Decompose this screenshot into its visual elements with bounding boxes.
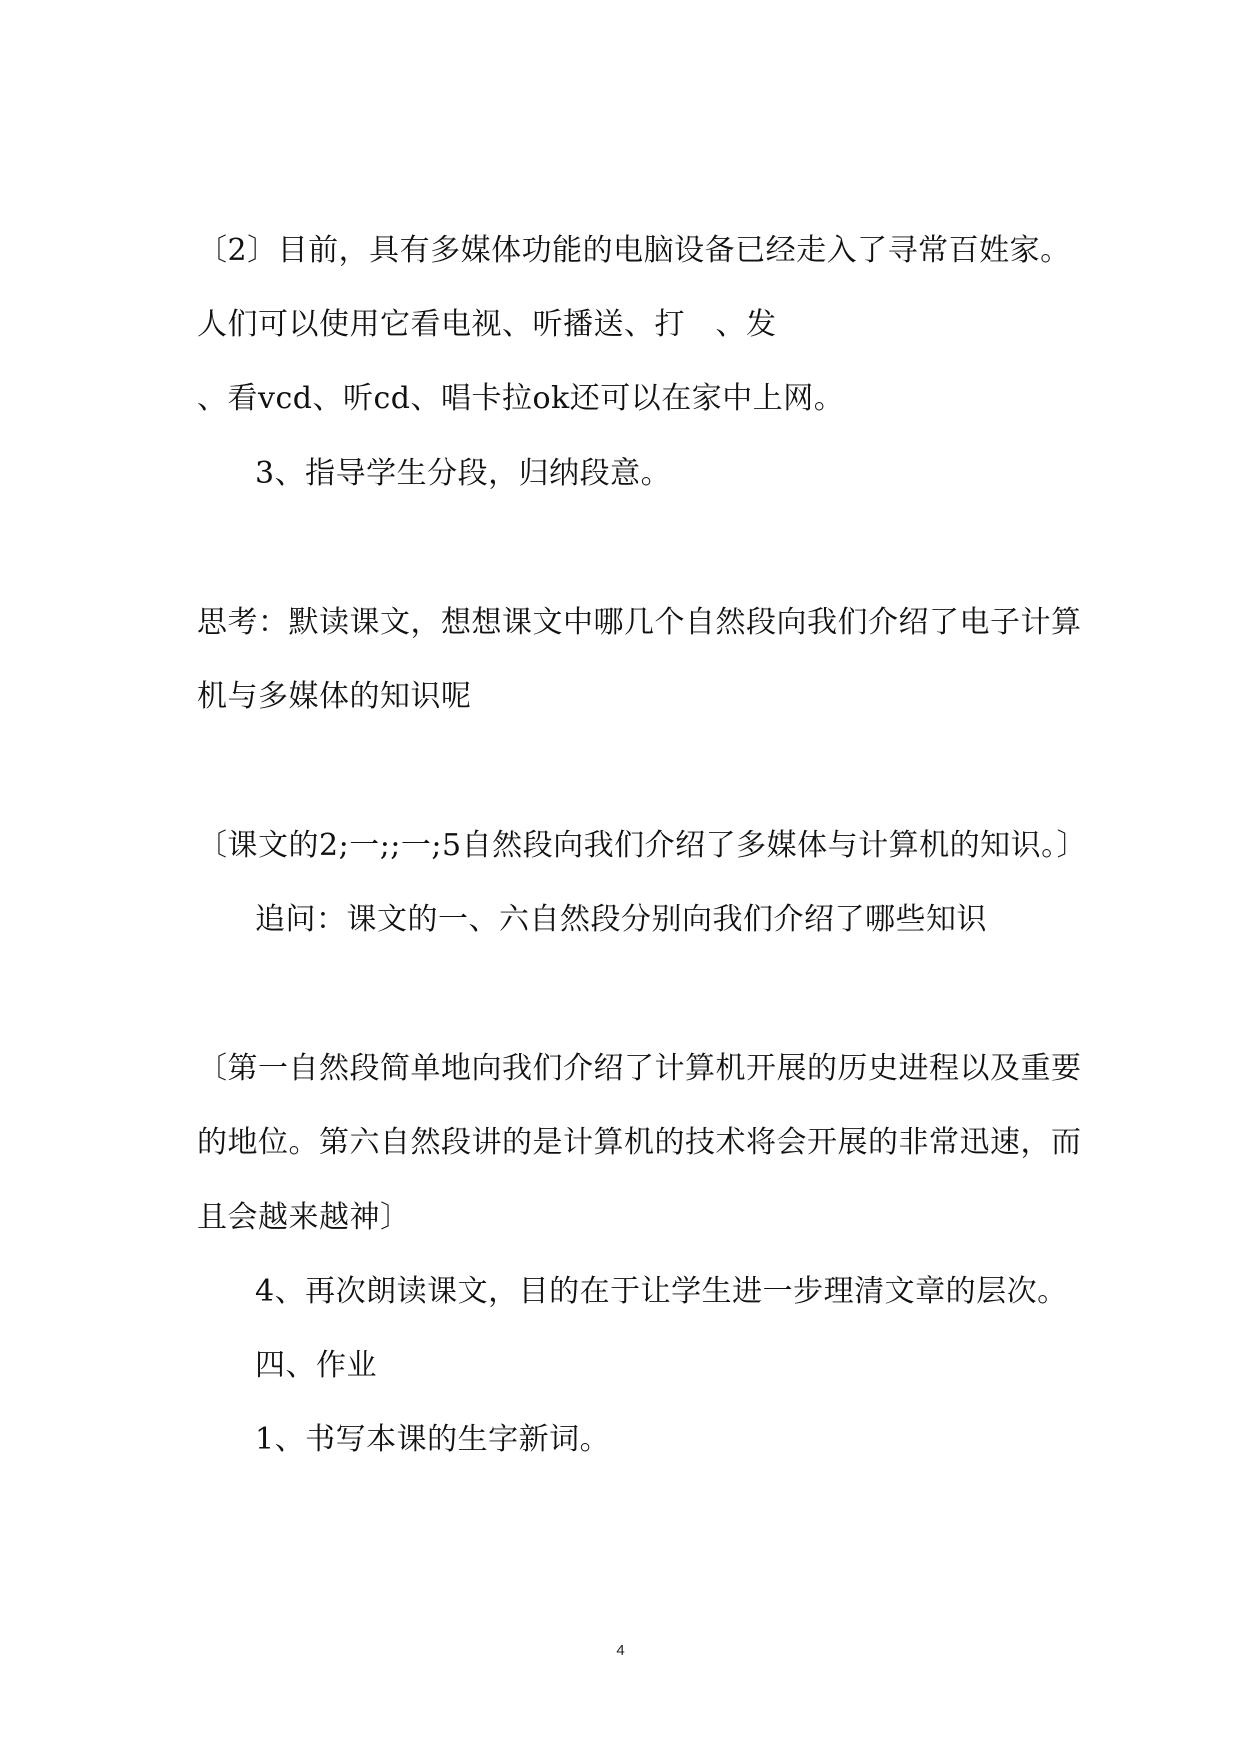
page-number: 4 xyxy=(616,1642,625,1659)
text-line-3: 、看vcd、听cd、唱卡拉ok还可以在家中上网。 xyxy=(197,381,845,416)
text-line-9: 〔第一自然段简单地向我们介绍了计算机开展的历史进程以及重要 xyxy=(197,1051,1082,1086)
text-line-4: 3、指导学生分段，归纳段意。 xyxy=(255,456,672,491)
text-line-1: 〔2〕目前，具有多媒体功能的电脑设备已经走入了寻常百姓家。 xyxy=(197,233,1071,268)
text-line-2: 人们可以使用它看电视、听播送、打 、发 xyxy=(197,307,777,342)
text-line-14: 1、书写本课的生字新词。 xyxy=(255,1422,611,1457)
text-line-7: 〔课文的2;一;;一;5自然段向我们介绍了多媒体与计算机的知识。〕 xyxy=(197,828,1088,863)
text-line-11: 且会越来越神〕 xyxy=(197,1200,411,1235)
text-line-10: 的地位。第六自然段讲的是计算机的技术将会开展的非常迅速，而 xyxy=(197,1125,1082,1160)
text-line-12: 4、再次朗读课文，目的在于让学生进一步理清文章的层次。 xyxy=(255,1274,1068,1309)
text-line-6: 机与多媒体的知识呢 xyxy=(197,679,472,714)
text-line-5: 思考：默读课文，想想课文中哪几个自然段向我们介绍了电子计算 xyxy=(197,605,1082,640)
text-line-8: 追问：课文的一、六自然段分别向我们介绍了哪些知识 xyxy=(255,902,987,937)
text-line-13: 四、作业 xyxy=(255,1348,377,1383)
